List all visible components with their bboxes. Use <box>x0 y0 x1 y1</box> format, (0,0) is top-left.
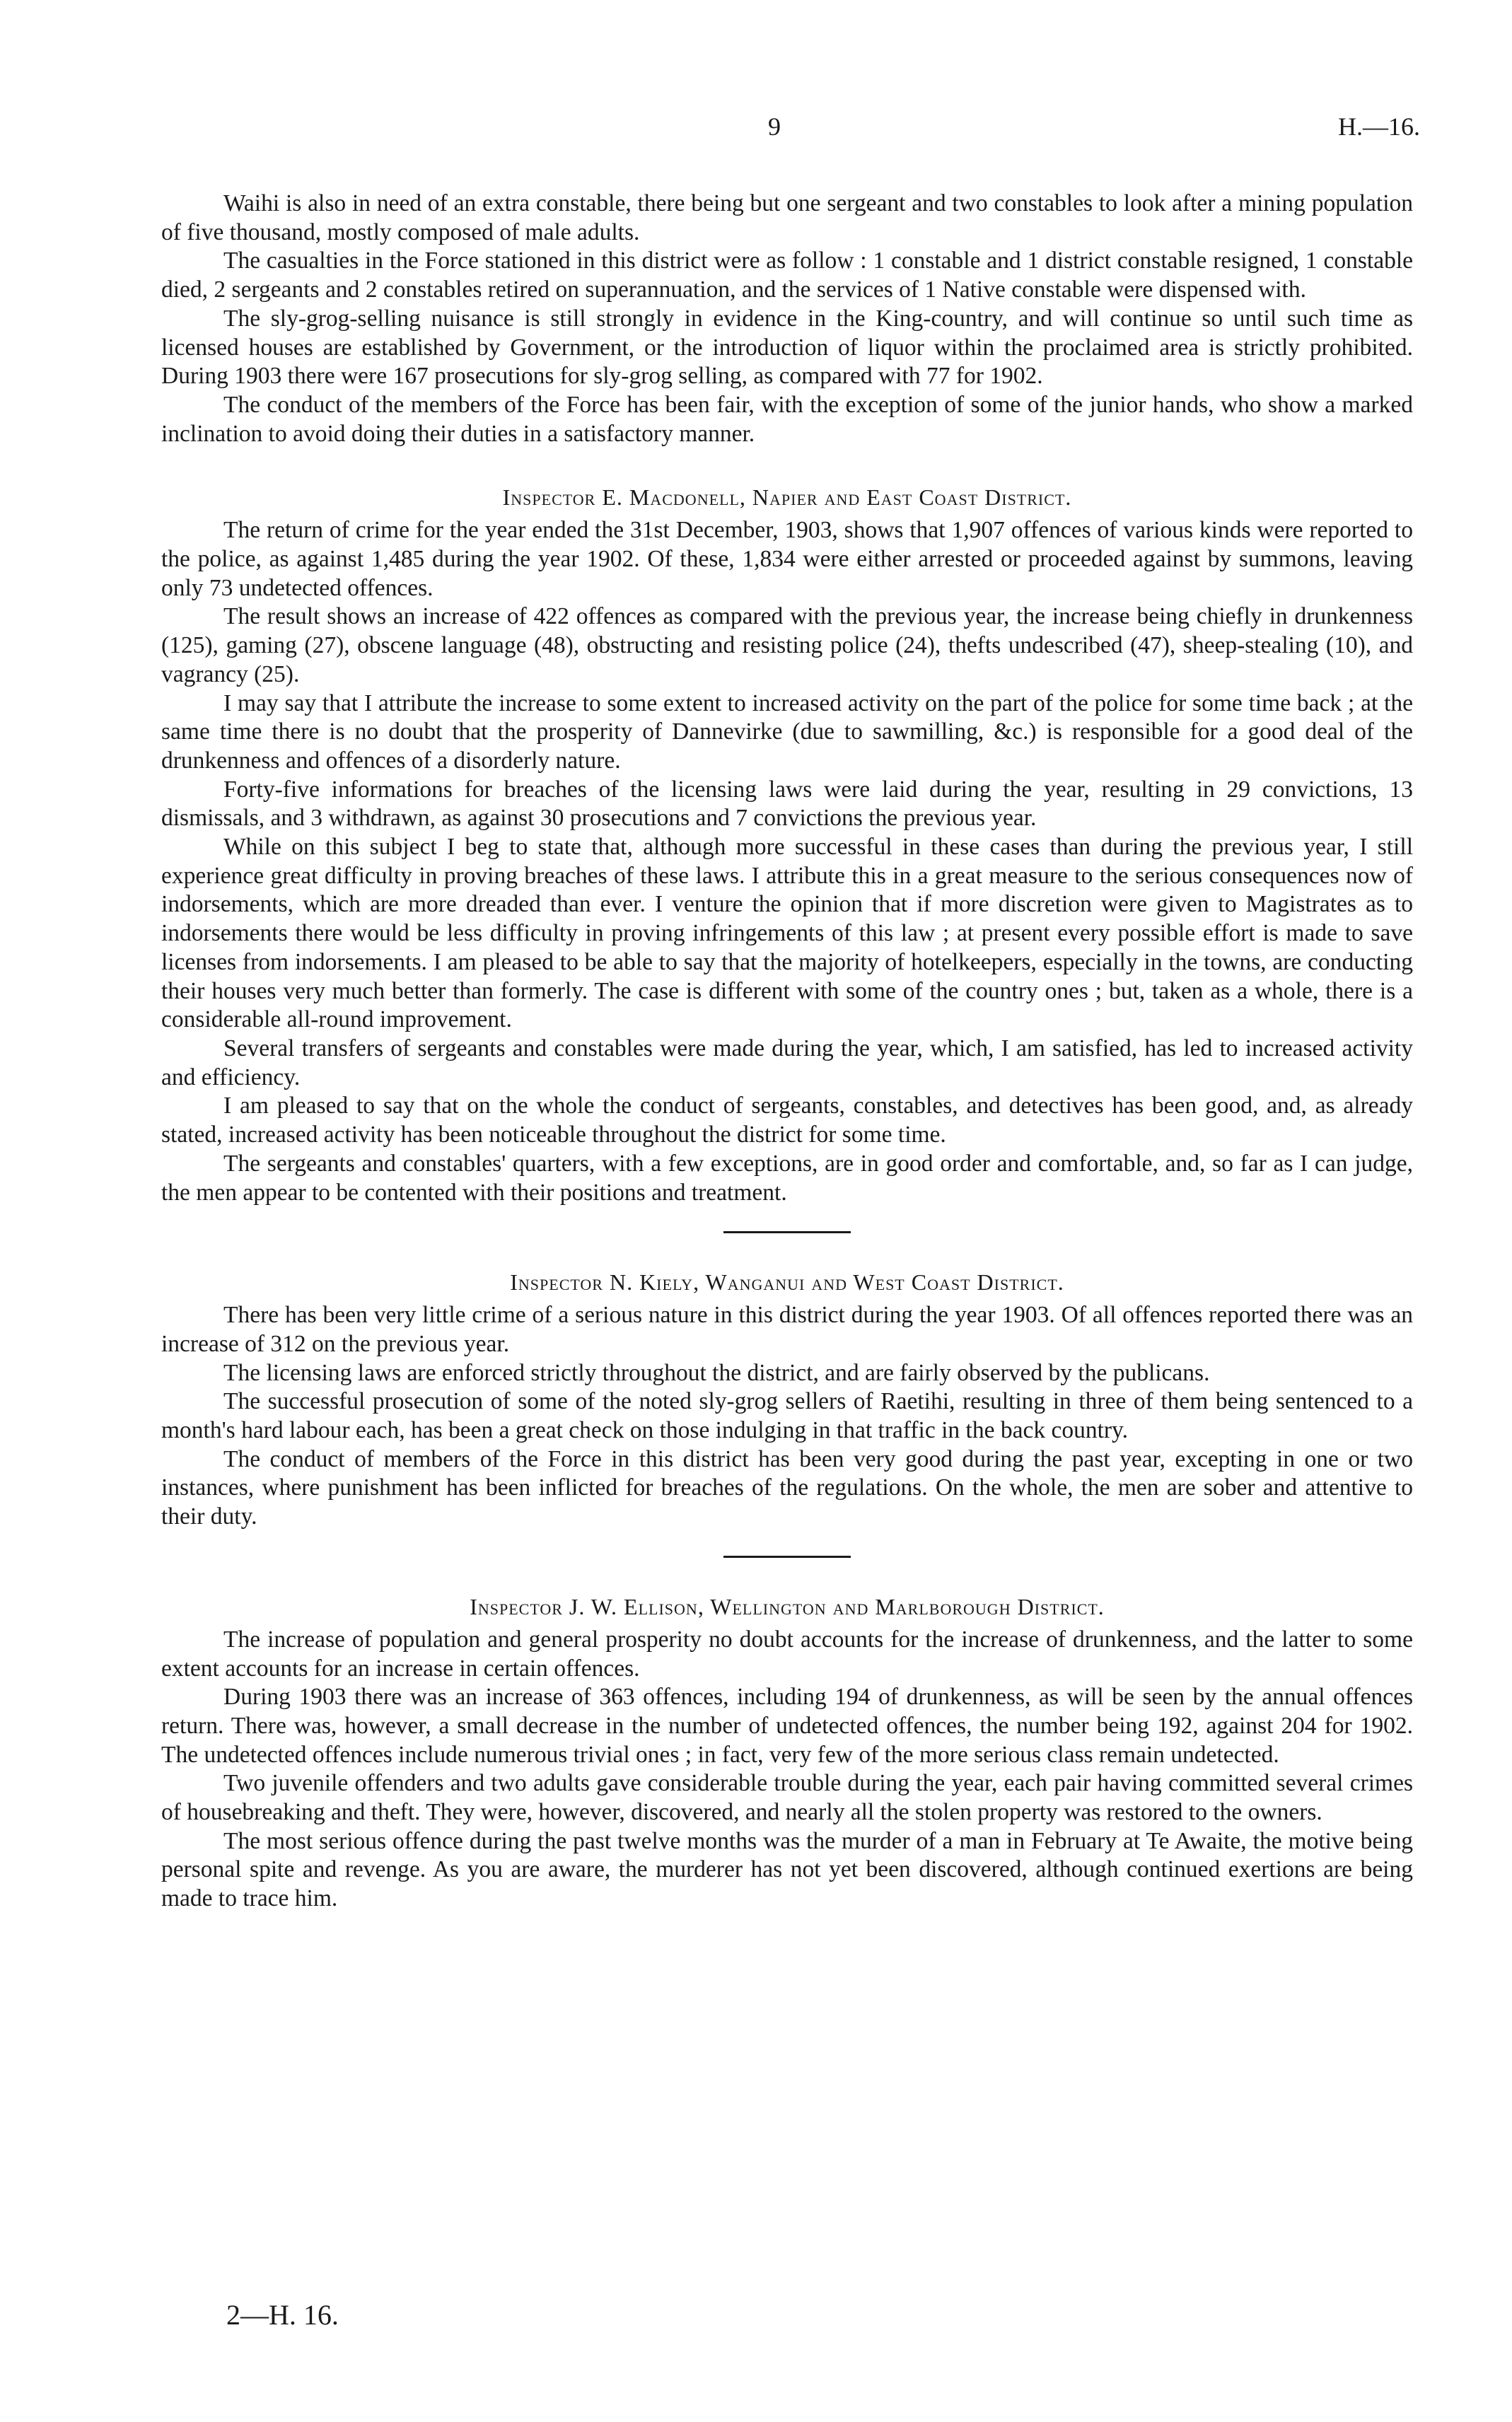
section-divider <box>723 1556 851 1558</box>
paragraph: Waihi is also in need of an extra constable, there being but one sergeant and two constables to look after a mining population of five thousand, mostly composed of male adults. <box>161 190 1413 245</box>
paragraph: The conduct of members of the Force in this district has been very good during the past year, excepting in one or two instances, where punishment has been inflicted for breaches of the regulations. On the whole, the men are sober and attentive to their duty. <box>161 1445 1413 1530</box>
paragraph: The return of crime for the year ended the 31st December, 1903, shows that 1,907 offences of various kinds were reported to the police, as against 1,485 during the year 1902. Of these, 1,834 were either arrested or proceeded against by summons, leaving only 73 undetected offences. <box>161 517 1413 601</box>
paragraph: The conduct of the members of the Force has been fair, with the exception of some of the junior hands, who show a marked inclination to avoid doing their duties in a satisfactory manner. <box>161 391 1413 447</box>
signature-mark: 2—H. 16. <box>226 2299 339 2331</box>
paragraph: The increase of population and general prosperity no doubt accounts for the increase of drunkenness, and the latter to some extent accounts for an increase in certain offences. <box>161 1626 1413 1682</box>
document-reference: H.—16. <box>1338 112 1420 141</box>
section-heading-wellington: Inspector J. W. Ellison, Wellington and Marlborough District. <box>470 1593 1105 1619</box>
paragraph: Several transfers of sergeants and constables were made during the year, which, I am satisfied, has led to increased activity and efficiency. <box>161 1035 1413 1090</box>
paragraph: Two juvenile offenders and two adults gave considerable trouble during the year, each pair having committed several crimes of housebreaking and theft. They were, however, discovered, and nearly all the stolen property was restored to the owners. <box>161 1770 1413 1826</box>
paragraph: While on this subject I beg to state that, although more successful in these cases than during the previous year, I still experience great difficulty in proving breaches of these laws. I attribute this in a great measure to the serious consequences now of indorsements, which are more dreaded than ever. I venture the opinion that if more discretion were given to Magistrates as to indorsements there would be less difficulty in proving infringements of this law ; at present every possible effort is made to save licenses from indorsements. I am pleased to be able to say that the majority of hotelkeepers, especially in the towns, are conducting their houses very much better than formerly. The case is different with some of the country ones ; but, taken as a whole, there is a considerable all-round improvement. <box>161 834 1413 1033</box>
paragraph: During 1903 there was an increase of 363 offences, including 194 of drunkenness, as will be seen by the annual offences return. There was, however, a small decrease in the number of undetected offences, the number being 192, against 204 for 1902. The undetected offences include numerous trivial ones ; in fact, very few of the more serious class remain undetected. <box>161 1684 1413 1768</box>
paragraph: The licensing laws are enforced strictly throughout the district, and are fairly observed by the publicans. <box>223 1359 1210 1386</box>
paragraph: The most serious offence during the past twelve months was the murder of a man in February at Te Awaite, the motive being personal spite and revenge. As you are aware, the murderer has not yet been discovered, although continued exertions are being made to trace him. <box>161 1827 1413 1912</box>
paragraph: I am pleased to say that on the whole the conduct of sergeants, constables, and detectives has been good, and, as already stated, increased activity has been noticeable throughout the district for some time. <box>161 1093 1413 1148</box>
section-heading-wanganui: Inspector N. Kiely, Wanganui and West Coast District. <box>510 1269 1064 1296</box>
page-number: 9 <box>768 112 781 141</box>
paragraph: The casualties in the Force stationed in this district were as follow : 1 constable and 1 district constable resigned, 1 constable died, 2 sergeants and 2 constables retired on superannuation, and the services of 1 Native constable were dispensed with. <box>161 248 1413 303</box>
document-body <box>161 190 1413 1914</box>
paragraph: I may say that I attribute the increase to some extent to increased activity on the part of the police for some time back ; at the same time there is no doubt that the prosperity of Dannevirke (due to sawmilling, &c.) is responsible for a good deal of the drunkenness and offences of a disorderly nature. <box>161 689 1413 774</box>
section-heading-napier: Inspector E. Macdonell, Napier and East Coast District. <box>502 484 1072 511</box>
section-divider <box>723 1231 851 1233</box>
paragraph: The sergeants and constables' quarters, with a few exceptions, are in good order and comfortable, and, so far as I can judge, the men appear to be contented with their positions and treatment. <box>161 1150 1413 1206</box>
paragraph: Forty-five informations for breaches of the licensing laws were laid during the year, resulting in 29 convictions, 13 dismissals, and 3 withdrawn, as against 30 prosecutions and 7 convictions the previous year. <box>161 776 1413 832</box>
paragraph: The result shows an increase of 422 offences as compared with the previous year, the increase being chiefly in drunkenness (125), gaming (27), obscene language (48), obstructing and resisting police (24), thefts undescribed (47), sheep-stealing (10), and vagrancy (25). <box>161 603 1413 687</box>
paragraph: The sly-grog-selling nuisance is still strongly in evidence in the King-country, and will continue so until such time as licensed houses are established by Government, or the introduction of liquor within the proclaimed area is strictly prohibited. During 1903 there were 167 prosecutions for sly-grog selling, as compared with 77 for 1902. <box>161 305 1413 390</box>
paragraph: There has been very little crime of a serious nature in this district during the year 1903. Of all offences reported there was an increase of 312 on the previous year. <box>161 1302 1413 1357</box>
paragraph: The successful prosecution of some of the noted sly-grog sellers of Raetihi, resulting in three of them being sentenced to a month's hard labour each, has been a great check on those indulging in that traffic in the back country. <box>161 1388 1413 1444</box>
